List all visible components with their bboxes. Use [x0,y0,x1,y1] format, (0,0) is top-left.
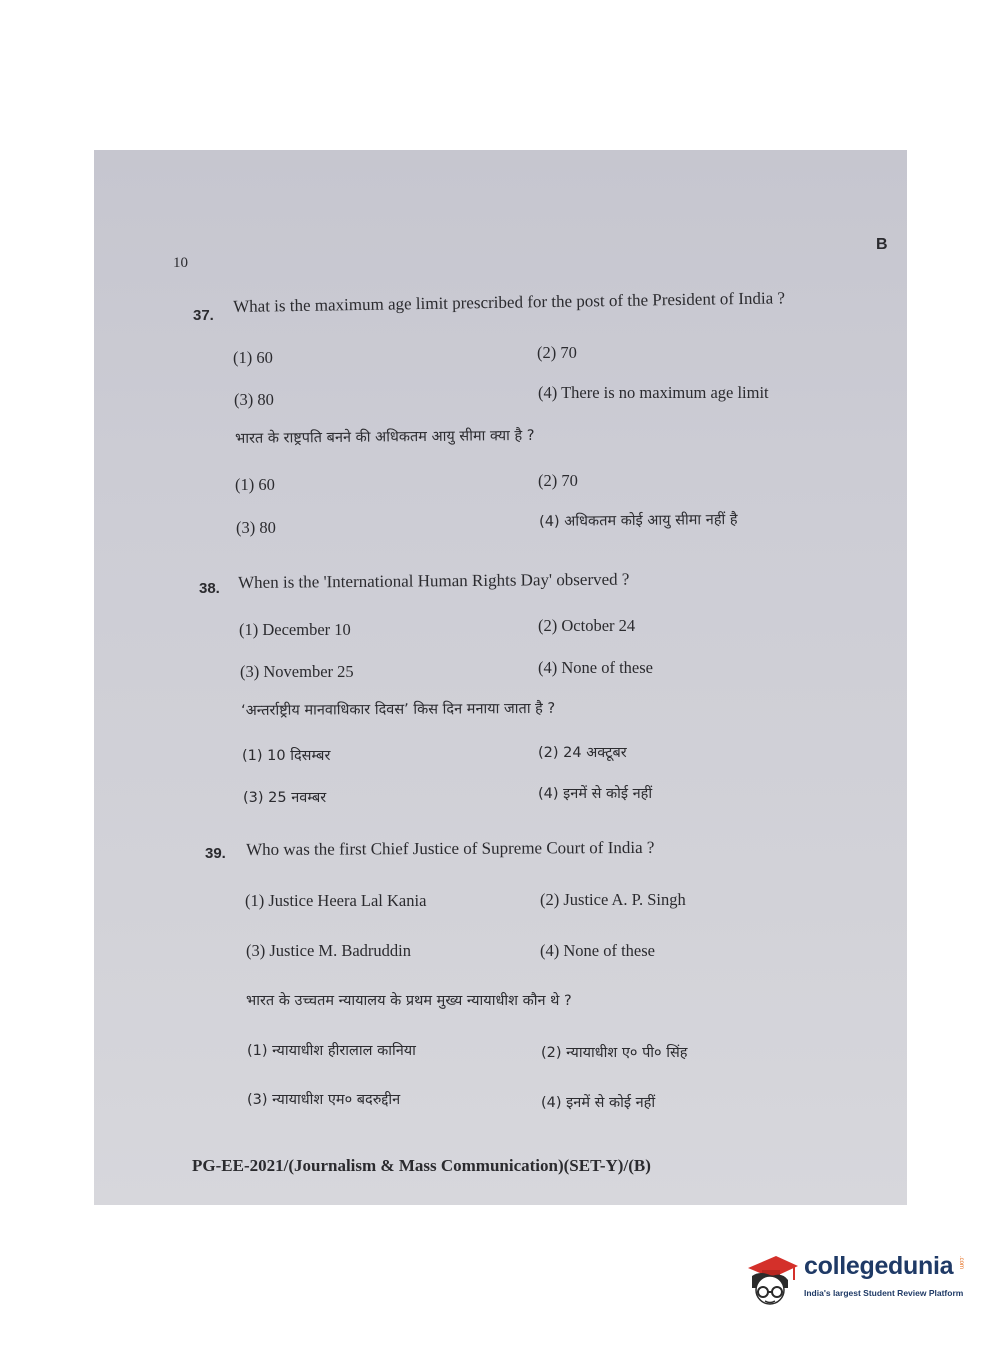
option-hi-4: (4) इनमें से कोई नहीं [541,1095,656,1111]
option-en-3: (3) 80 [234,390,274,409]
option-en-3: (3) November 25 [240,662,354,681]
question-text-en: Who was the first Chief Justice of Supreme Court of India ? [246,837,655,859]
logo-suffix: .com [958,1256,964,1270]
question-text-hi: ‘अन्तर्राष्ट्रीय मानवाधिकार दिवस’ किस दिन मनाया जाता है ? [241,700,556,719]
graduate-mascot-icon [742,1252,800,1310]
option-en-2: (2) October 24 [538,616,636,635]
option-en-2: (2) 70 [537,343,577,362]
question-text-en: When is the 'International Human Rights Day' observed ? [238,569,630,592]
question-number: 38. [199,580,220,597]
set-letter: B [876,236,888,253]
option-hi-4: (4) अधिकतम कोई आयु सीमा नहीं है [539,511,738,530]
option-hi-2: (2) 24 अक्टूबर [538,745,627,761]
option-hi-1: (1) न्यायाधीश हीरालाल कानिया [247,1043,416,1059]
option-hi-1: (1) 10 दिसम्बर [242,748,331,764]
question-text-en: What is the maximum age limit prescribed for the post of the President of India ? [233,288,786,316]
option-en-1: (1) 60 [233,348,273,367]
logo-wordmark: collegedunia [804,1252,954,1280]
question-text-hi: भारत के उच्चतम न्यायालय के प्रथम मुख्य न्यायाधीश कौन थे ? [246,993,572,1009]
option-hi-4: (4) इनमें से कोई नहीं [538,786,653,802]
option-hi-2: (2) 70 [538,471,578,490]
option-en-4: (4) There is no maximum age limit [538,383,769,402]
question-number: 39. [205,845,226,862]
question-text-hi: भारत के राष्ट्रपति बनने की अधिकतम आयु सीमा क्या है ? [235,427,535,447]
option-hi-1: (1) 60 [235,475,275,494]
option-en-4: (4) None of these [540,941,656,960]
collegedunia-logo [742,1250,972,1320]
option-hi-3: (3) न्यायाधीश एम० बदरुद्दीन [247,1092,401,1108]
option-hi-3: (3) 80 [236,518,276,537]
logo-tagline: India's largest Student Review Platform [804,1288,964,1298]
option-hi-3: (3) 25 नवम्बर [243,790,327,806]
option-en-2: (2) Justice A. P. Singh [540,890,686,909]
option-hi-2: (2) न्यायाधीश ए० पी० सिंह [541,1045,688,1061]
page-number: 10 [173,255,188,271]
option-en-3: (3) Justice M. Badruddin [246,941,411,960]
option-en-1: (1) Justice Heera Lal Kania [245,891,427,910]
option-en-4: (4) None of these [538,658,654,677]
option-en-1: (1) December 10 [239,620,351,639]
question-number: 37. [193,307,214,324]
paper-code-footer: PG-EE-2021/(Journalism & Mass Communication)(SET-Y)/(B) [192,1156,651,1175]
